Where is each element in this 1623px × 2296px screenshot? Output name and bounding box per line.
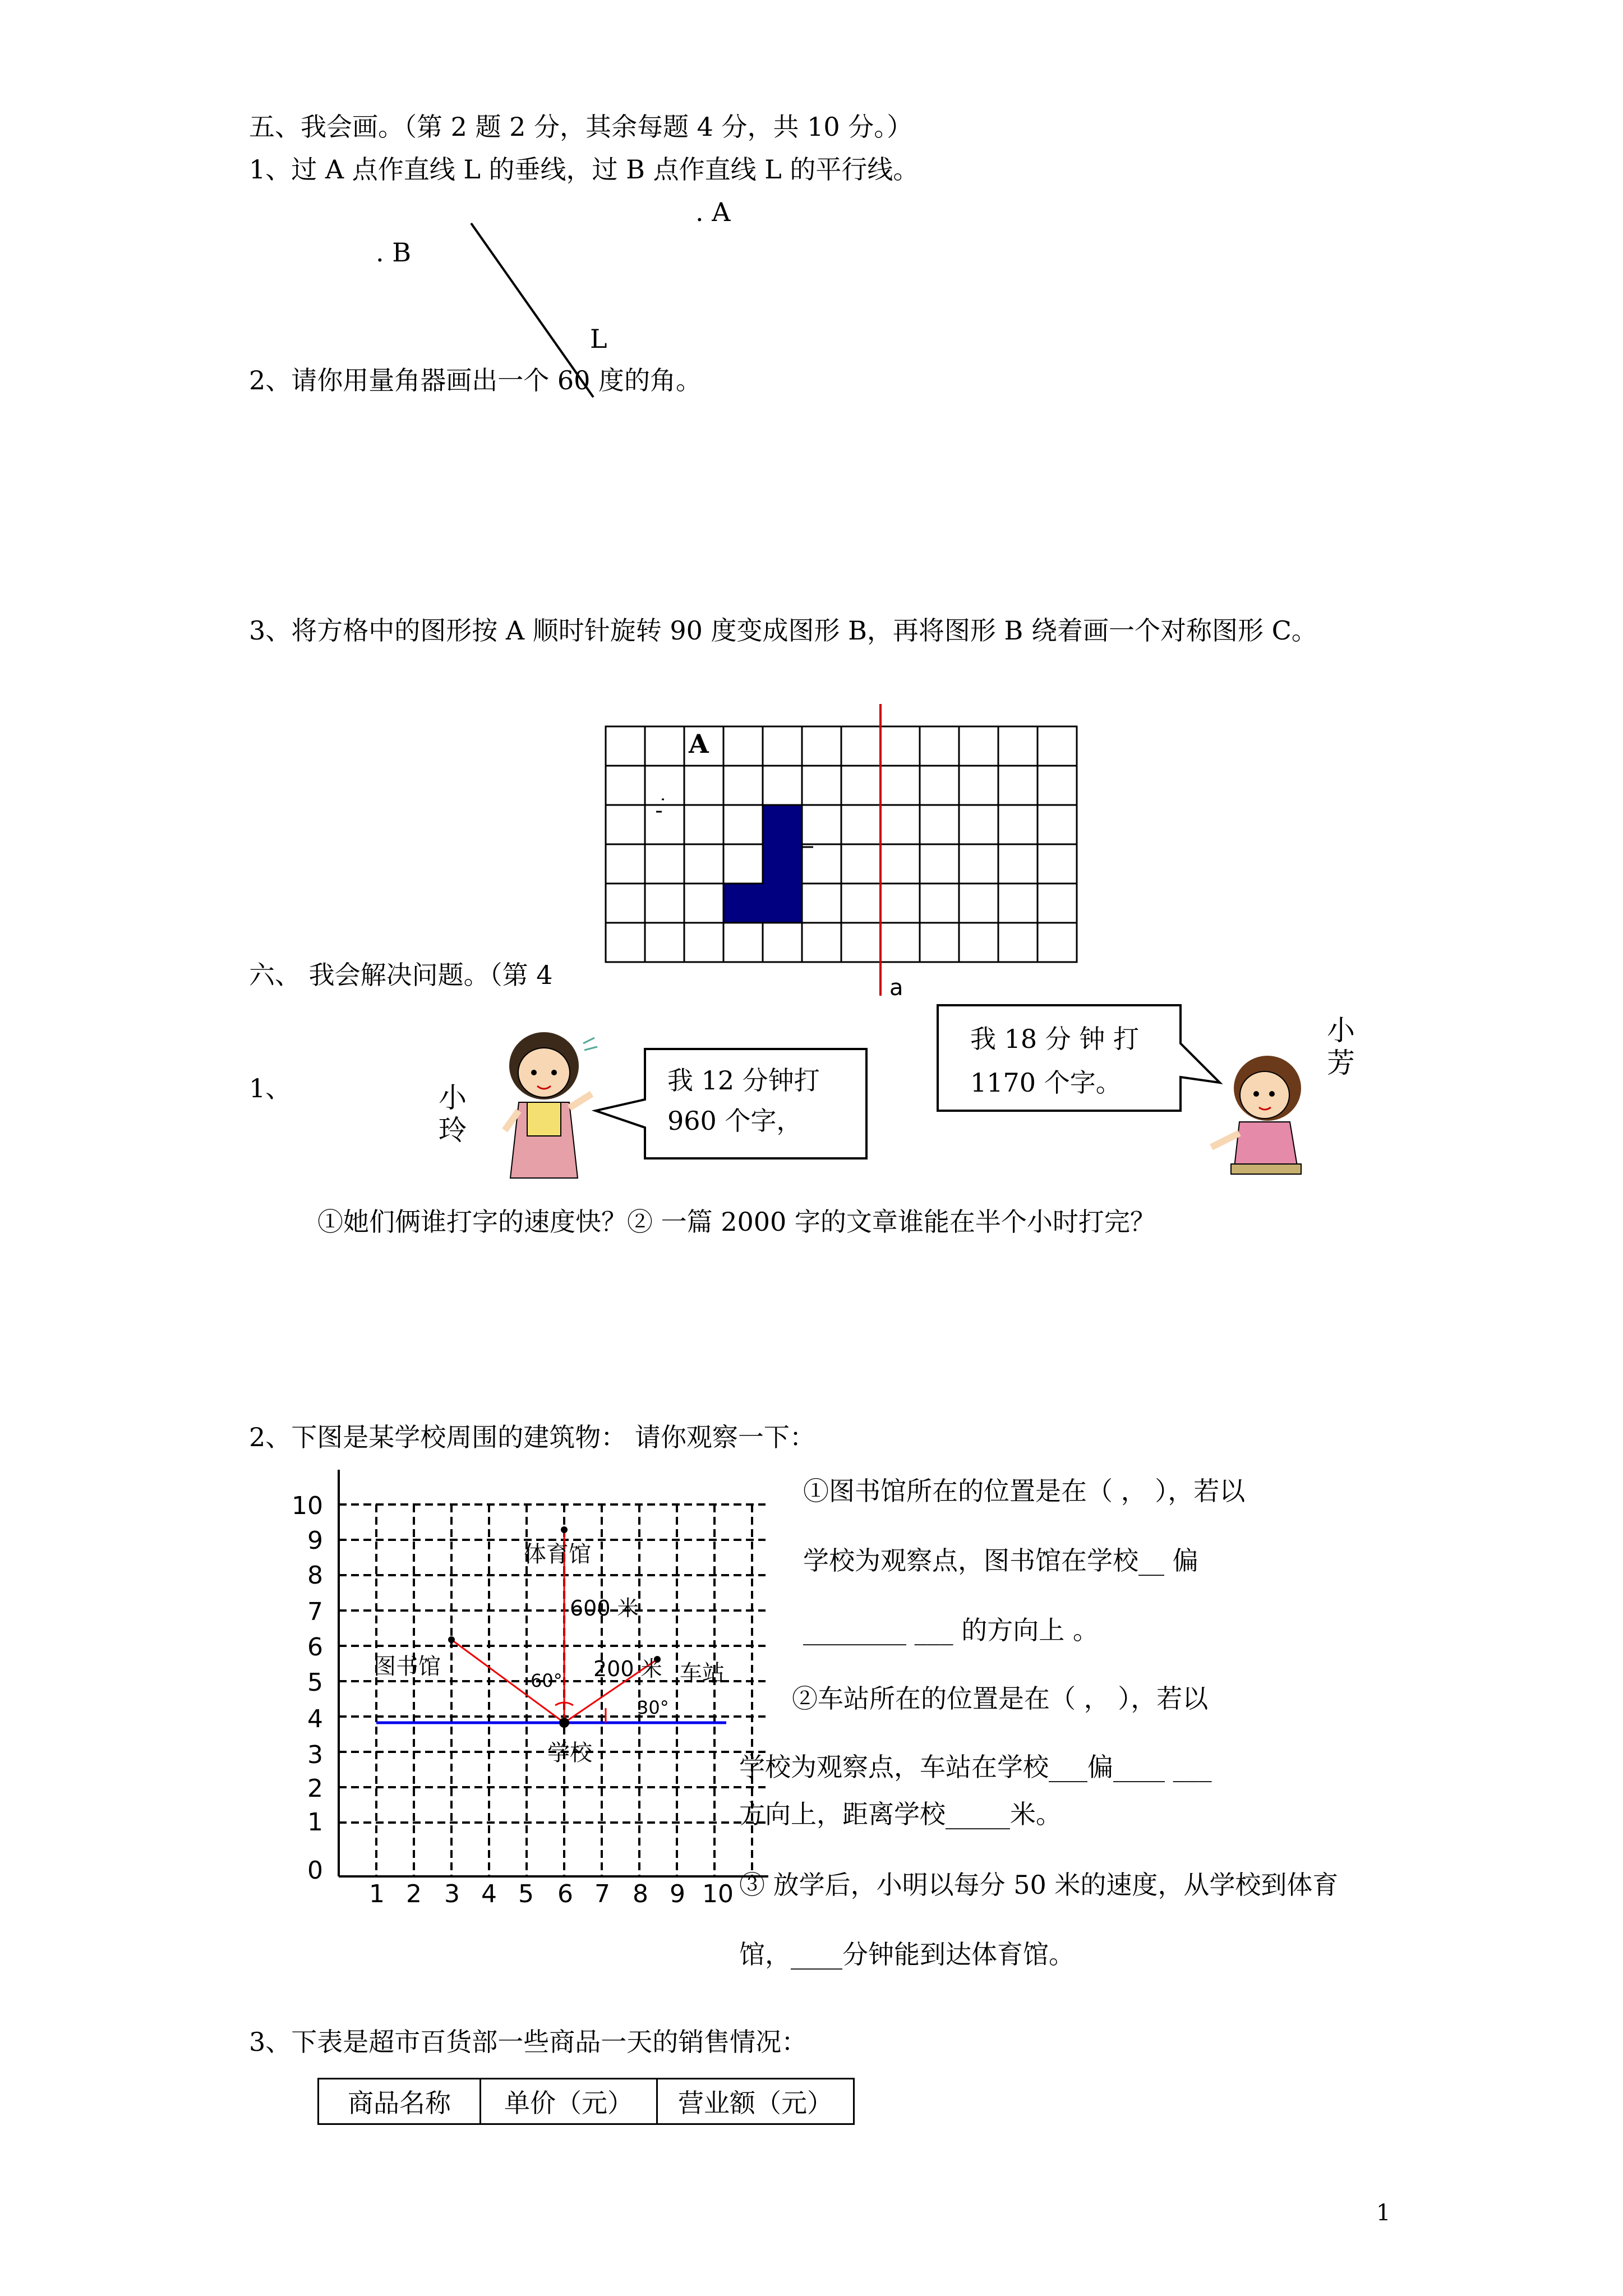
speech-1-line-2: 960 个字， (667, 1106, 803, 1136)
girl-xiaofang-illustration (1206, 1049, 1318, 1184)
library-point (448, 1636, 455, 1643)
y-tick: 3 (307, 1741, 323, 1769)
y-tick: 7 (307, 1598, 323, 1626)
x-tick: 5 (518, 1880, 534, 1908)
speech-2-line-2: 1170 个字。 (970, 1068, 1122, 1098)
table-header-cell: 商品名称 (319, 2079, 481, 2124)
x-tick: 8 (633, 1880, 648, 1908)
x-tick: 10 (702, 1880, 734, 1908)
y-tick: 8 (307, 1561, 323, 1590)
table-header-row (319, 2079, 854, 2124)
speech-1-line-1: 我 12 分钟打 (667, 1065, 820, 1096)
speech-2-line-1: 我 18 分 钟 打 (970, 1024, 1140, 1054)
gym-point (561, 1526, 568, 1533)
y-tick: 9 (307, 1526, 323, 1555)
q2-line-5: 学校为观察点，车站在学校___偏____ ___ (739, 1752, 1212, 1782)
point-b-label: . B (376, 237, 412, 268)
q2-line-4: ②车站所在的位置是在（ ， ），若以 (792, 1683, 1209, 1714)
table-header-cell: 营业额（元） (657, 2079, 854, 2124)
x-tick: 7 (594, 1880, 610, 1908)
girl-2-name: 小芳 (1327, 1014, 1355, 1079)
girl-1-name: 小玲 (439, 1082, 467, 1147)
l-shape (723, 805, 802, 923)
q2-line-6: 方向上，距离学校_____米。 (739, 1799, 1062, 1829)
section-5-heading: 五、我会画。（第 2 题 2 分，其余每题 4 分，共 10 分。） (249, 112, 913, 142)
question-3-heading: 3、下表是超市百货部一些商品一天的销售情况： (249, 2027, 808, 2057)
x-tick: 6 (557, 1880, 573, 1908)
page-number: 1 (1376, 2200, 1391, 2226)
question-1-number: 1、 (249, 1073, 292, 1103)
x-tick: 4 (481, 1880, 497, 1908)
rotation-grid (606, 726, 1082, 996)
school-point (559, 1718, 569, 1728)
library-label: 图书馆 (374, 1654, 441, 1680)
point-a-label: . A (695, 197, 731, 227)
question-1-text: 1、过 A 点作直线 L 的垂线，过 B 点作直线 L 的平行线。 (249, 154, 919, 185)
q2-line-1: ①图书馆所在的位置是在（ ， ），若以 (803, 1476, 1246, 1506)
x-tick: 2 (406, 1880, 422, 1908)
x-tick: 9 (670, 1880, 685, 1908)
line-l-drawing (0, 0, 1623, 561)
angle-60-label: 60° (531, 1670, 562, 1691)
table-header-cell: 单价（元） (481, 2079, 657, 2124)
x-tick: 3 (444, 1880, 460, 1908)
line-l-label: L (590, 324, 607, 354)
gym-distance-label: 600 米 (570, 1596, 639, 1621)
station-label: 车站 (680, 1660, 725, 1686)
grid-label-a: A (689, 729, 709, 759)
y-tick: 4 (307, 1705, 323, 1733)
y-tick: 2 (307, 1774, 323, 1803)
sales-table (317, 2078, 855, 2125)
school-label: 学校 (547, 1740, 592, 1766)
station-distance-label: 200 米 (593, 1657, 662, 1681)
question-2-heading: 2、下图是某学校周围的建筑物： 请你观察一下： (249, 1422, 815, 1452)
speech-bubble-2 (931, 999, 1228, 1122)
x-tick: 1 (369, 1880, 385, 1908)
section-6-heading: 六、 我会解决问题。（第 4 (249, 960, 553, 990)
question-2-text: 2、请你用量角器画出一个 60 度的角。 (249, 365, 702, 395)
angle-30-label: 30° (637, 1697, 669, 1718)
axis-label-a: a (889, 975, 903, 1001)
q2-line-2: 学校为观察点，图书馆在学校__ 偏 (803, 1545, 1198, 1576)
y-tick: 5 (307, 1668, 323, 1697)
question-3-text: 3、将方格中的图形按 A 顺时针旋转 90 度变成图形 B，再将图形 B 绕着画一个对称图形 C。 (249, 615, 1317, 646)
y-tick: 10 (292, 1492, 323, 1520)
y-tick: 0 (307, 1856, 323, 1885)
gym-label: 体育馆 (524, 1542, 591, 1567)
y-tick: 6 (307, 1633, 323, 1662)
question-1-text: ①她们俩谁打字的速度快？② 一篇 2000 字的文章谁能在半个小时打完？ (317, 1207, 1156, 1237)
q2-line-7: ③ 放学后，小明以每分 50 米的速度，从学校到体育 (739, 1870, 1339, 1900)
y-tick: 1 (307, 1808, 323, 1837)
q2-line-8: 馆，____分钟能到达体育馆。 (739, 1939, 1075, 1970)
q2-line-3: ________ ___ 的方向上 。 (803, 1615, 1099, 1645)
